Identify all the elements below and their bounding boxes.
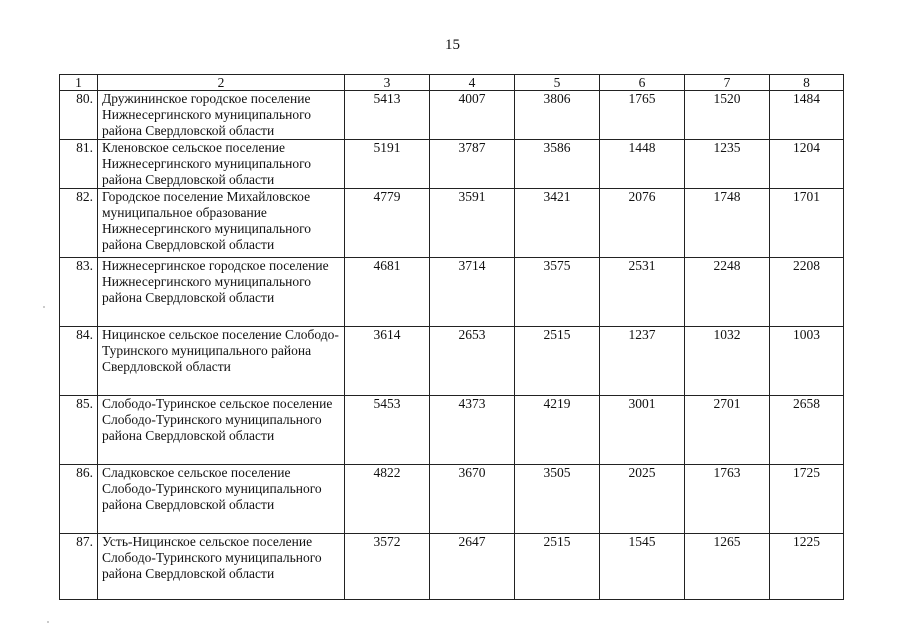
table-row xyxy=(60,258,844,327)
value-cell: 4007 xyxy=(430,91,515,140)
municipality-name: Усть-Ницинское сельское поселение Слободо-Туринского муниципального района Свердловской области xyxy=(98,534,345,600)
row-number: 81. xyxy=(60,140,98,189)
value-cell: 3001 xyxy=(600,396,685,465)
value-cell: 2653 xyxy=(430,327,515,396)
column-header: 4 xyxy=(430,75,515,91)
row-number: 82. xyxy=(60,189,98,258)
municipality-name: Городское поселение Михайловское муниципальное образование Нижнесергинского муниципального района Свердловской области xyxy=(98,189,345,258)
value-cell: 1748 xyxy=(685,189,770,258)
municipality-name: Слободо-Туринское сельское поселение Слободо-Туринского муниципального района Свердловской области xyxy=(98,396,345,465)
value-cell: 1003 xyxy=(770,327,844,396)
column-header: 2 xyxy=(98,75,345,91)
value-cell: 1204 xyxy=(770,140,844,189)
row-number: 87. xyxy=(60,534,98,600)
value-cell: 3586 xyxy=(515,140,600,189)
value-cell: 4219 xyxy=(515,396,600,465)
value-cell: 2658 xyxy=(770,396,844,465)
row-number: 80. xyxy=(60,91,98,140)
row-number: 83. xyxy=(60,258,98,327)
value-cell: 5453 xyxy=(345,396,430,465)
table-header-row xyxy=(60,75,844,91)
table-row xyxy=(60,189,844,258)
value-cell: 4822 xyxy=(345,465,430,534)
value-cell: 4779 xyxy=(345,189,430,258)
value-cell: 2647 xyxy=(430,534,515,600)
municipality-name: Ницинское сельское поселение Слободо-Туринского муниципального района Свердловской области xyxy=(98,327,345,396)
row-number: 84. xyxy=(60,327,98,396)
value-cell: 1484 xyxy=(770,91,844,140)
value-cell: 2531 xyxy=(600,258,685,327)
table-row xyxy=(60,140,844,189)
row-number: 86. xyxy=(60,465,98,534)
value-cell: 3591 xyxy=(430,189,515,258)
value-cell: 3670 xyxy=(430,465,515,534)
table-row xyxy=(60,327,844,396)
scan-speck xyxy=(43,306,45,308)
value-cell: 4681 xyxy=(345,258,430,327)
column-header: 5 xyxy=(515,75,600,91)
value-cell: 2515 xyxy=(515,534,600,600)
value-cell: 1725 xyxy=(770,465,844,534)
column-header: 7 xyxy=(685,75,770,91)
value-cell: 3806 xyxy=(515,91,600,140)
column-header: 1 xyxy=(60,75,98,91)
column-header: 6 xyxy=(600,75,685,91)
value-cell: 3421 xyxy=(515,189,600,258)
value-cell: 1265 xyxy=(685,534,770,600)
value-cell: 1765 xyxy=(600,91,685,140)
value-cell: 2025 xyxy=(600,465,685,534)
value-cell: 3614 xyxy=(345,327,430,396)
value-cell: 4373 xyxy=(430,396,515,465)
table-row xyxy=(60,396,844,465)
value-cell: 5413 xyxy=(345,91,430,140)
table-row xyxy=(60,534,844,600)
municipality-name: Кленовское сельское поселение Нижнесергинского муниципального района Свердловской области xyxy=(98,140,345,189)
municipality-name: Дружининское городское поселение Нижнесергинского муниципального района Свердловской области xyxy=(98,91,345,140)
value-cell: 1763 xyxy=(685,465,770,534)
value-cell: 3787 xyxy=(430,140,515,189)
value-cell: 1545 xyxy=(600,534,685,600)
value-cell: 2515 xyxy=(515,327,600,396)
value-cell: 2208 xyxy=(770,258,844,327)
value-cell: 1235 xyxy=(685,140,770,189)
value-cell: 1701 xyxy=(770,189,844,258)
value-cell: 3572 xyxy=(345,534,430,600)
municipality-name: Нижнесергинское городское поселение Нижнесергинского муниципального района Свердловской области xyxy=(98,258,345,327)
value-cell: 1237 xyxy=(600,327,685,396)
value-cell: 3575 xyxy=(515,258,600,327)
value-cell: 1032 xyxy=(685,327,770,396)
value-cell: 5191 xyxy=(345,140,430,189)
value-cell: 2248 xyxy=(685,258,770,327)
value-cell: 2076 xyxy=(600,189,685,258)
table-row xyxy=(60,91,844,140)
row-number: 85. xyxy=(60,396,98,465)
scan-speck xyxy=(47,621,49,623)
column-header: 8 xyxy=(770,75,844,91)
column-header: 3 xyxy=(345,75,430,91)
value-cell: 1448 xyxy=(600,140,685,189)
value-cell: 1225 xyxy=(770,534,844,600)
page-number: 15 xyxy=(445,37,460,53)
value-cell: 3505 xyxy=(515,465,600,534)
data-table xyxy=(59,74,844,600)
value-cell: 2701 xyxy=(685,396,770,465)
value-cell: 3714 xyxy=(430,258,515,327)
municipality-name: Сладковское сельское поселение Слободо-Туринского муниципального района Свердловской области xyxy=(98,465,345,534)
table-row xyxy=(60,465,844,534)
value-cell: 1520 xyxy=(685,91,770,140)
